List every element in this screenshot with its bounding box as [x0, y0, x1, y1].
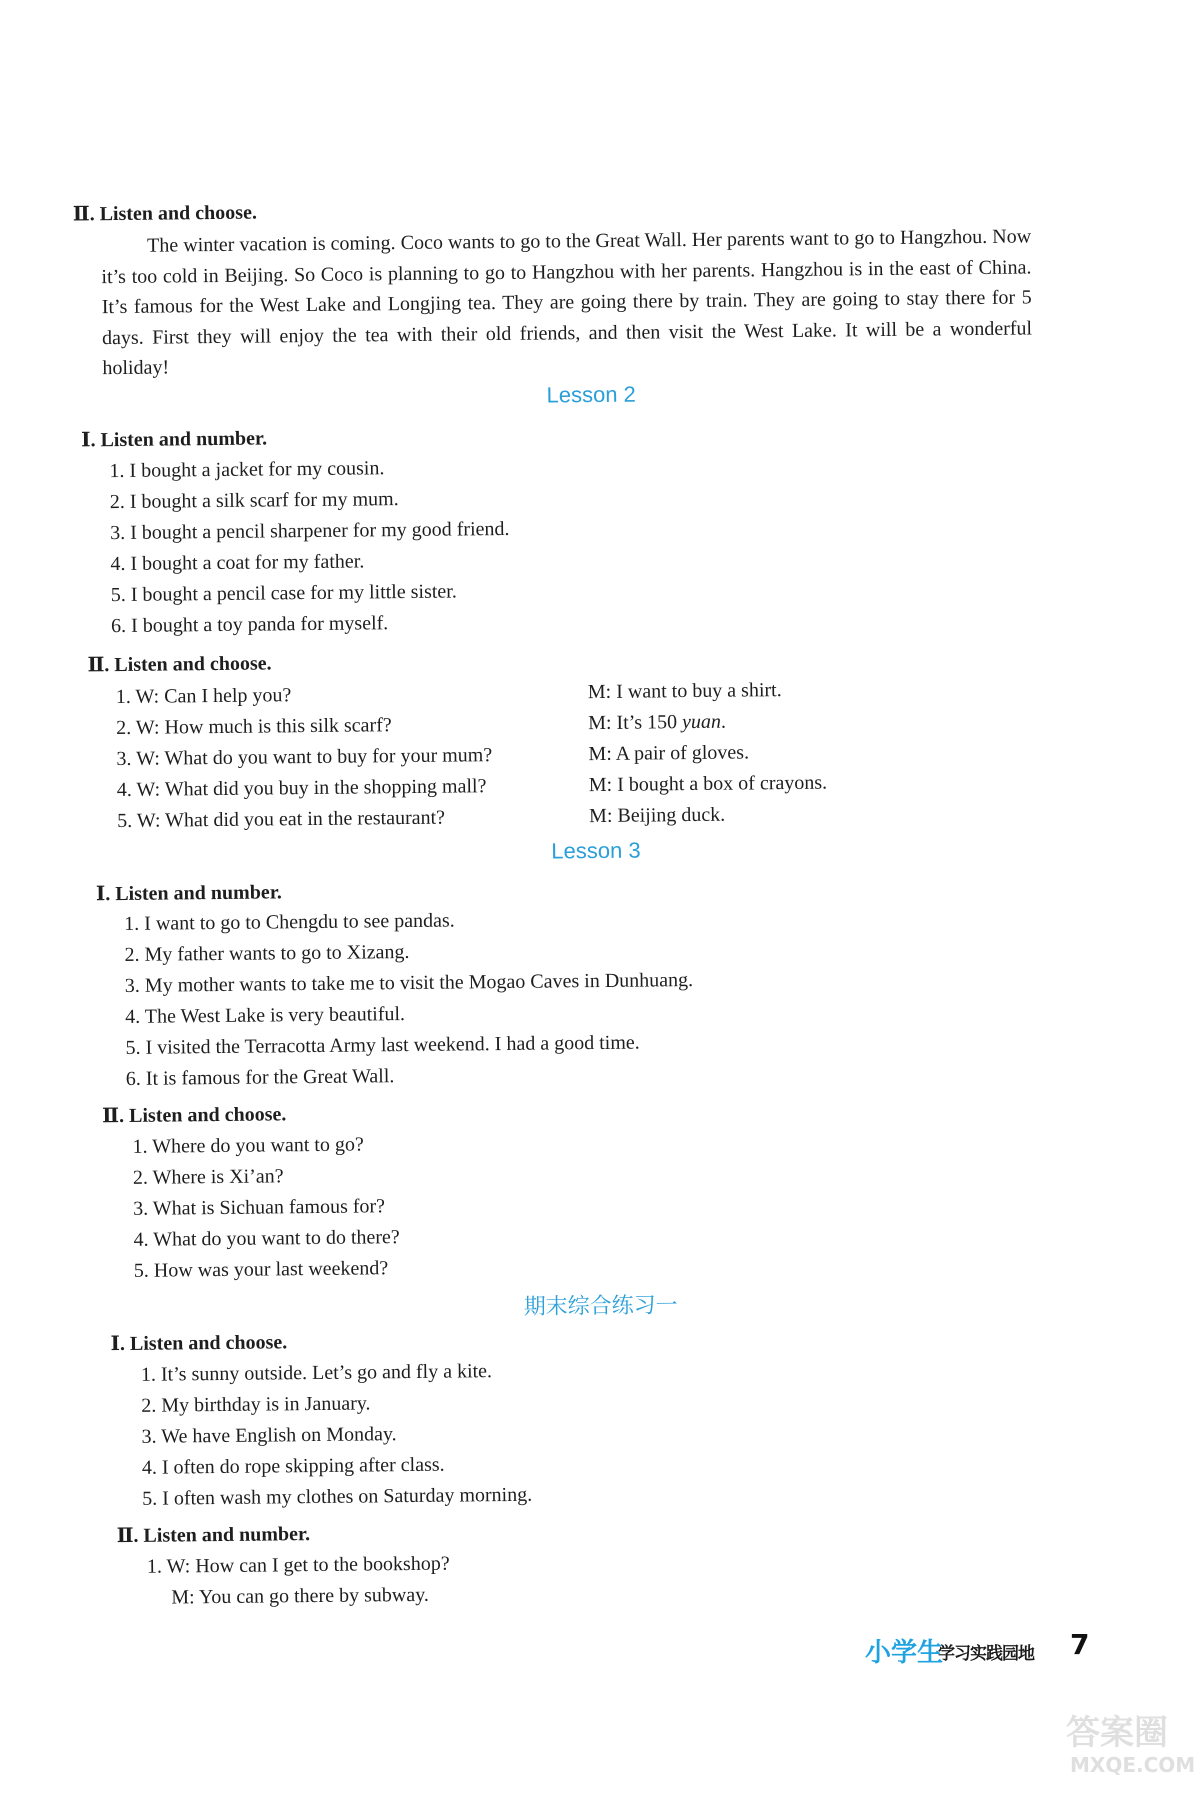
dialogue-m: M: A pair of gloves.: [588, 741, 750, 766]
list-item: 4. I bought a coat for my father.: [110, 550, 365, 576]
dialogue-m: [588, 711, 726, 735]
list-item: 1. I want to go to Chengdu to see pandas.: [124, 909, 455, 935]
list-item: 6. It is famous for the Great Wall.: [125, 1065, 395, 1090]
svg-text:答案圈: 答案圈: [1066, 1713, 1168, 1753]
page-number: 7: [1070, 1628, 1090, 1661]
section-heading: Ⅰ. Listen and number.: [95, 881, 282, 906]
list-item: 2. My father wants to go to Xizang.: [124, 940, 410, 966]
list-item: 5. I bought a pencil case for my little sister.: [110, 580, 457, 607]
list-item: 1. Where do you want to go?: [132, 1133, 364, 1158]
dialogue-m: M: You can go there by subway.: [171, 1583, 429, 1609]
list-item: 5. How was your last weekend?: [133, 1257, 389, 1282]
lesson-2-title: Lesson 2: [546, 381, 636, 408]
dialogue-m-text: M: It’s 150: [588, 711, 678, 735]
passage-text: The winter vacation is coming. Coco wants to go to the Great Wall. Her parents want to go to Hangzhou. Now it’s too cold in Beijing. So Coco is planning to go to Hangzhou with her parents. Hangzhou is in the east of China. It’s famous for the West Lake and Longjing tea. They are going there by train. They are going to stay there for 5 days. First they will enjoy the tea with their old friends, and then visit the West Lake. It will be a wonderful holiday!: [101, 225, 1033, 380]
list-item: 1. It’s sunny outside. Let’s go and fly a kite.: [140, 1360, 493, 1386]
footer-brand: 小学生: [865, 1638, 944, 1668]
dialogue-m-tail: .: [720, 710, 727, 733]
watermark-logo: [1062, 1700, 1196, 1780]
dialogue-w: 3. W: What do you want to buy for your mum?: [116, 744, 493, 771]
list-item: 3. What is Sichuan famous for?: [133, 1195, 386, 1220]
dialogue-w: 4. W: What did you buy in the shopping mall?: [116, 775, 487, 802]
dialogue-m: M: Beijing duck.: [589, 803, 726, 828]
dialogue-m: M: I bought a box of crayons.: [588, 771, 828, 797]
final-practice-title: 期末综合练习一: [523, 1293, 678, 1320]
list-item: 2. My birthday is in January.: [141, 1392, 371, 1417]
list-item: 3. I bought a pencil sharpener for my good friend.: [110, 517, 510, 545]
dialogue-w: 1. W: How can I get to the bookshop?: [146, 1552, 450, 1578]
section-heading: Ⅰ. Listen and choose.: [110, 1331, 288, 1356]
section-heading: Ⅱ. Listen and number.: [116, 1523, 311, 1548]
section-heading: Ⅰ. Listen and number.: [81, 427, 268, 452]
list-item: 4. I often do rope skipping after class.: [141, 1453, 445, 1479]
currency-unit: yuan: [681, 710, 722, 734]
svg-text:MXQE.COM: MXQE.COM: [1070, 1753, 1196, 1777]
list-item: 5. I visited the Terracotta Army last weekend. I had a good time.: [125, 1031, 640, 1059]
section-heading: Ⅱ. Listen and choose.: [72, 201, 258, 226]
list-item: 5. I often wash my clothes on Saturday morning.: [142, 1483, 533, 1510]
footer-subtitle: 学习实践园地: [938, 1644, 1034, 1664]
list-item: 1. I bought a jacket for my cousin.: [109, 457, 385, 483]
dialogue-m: M: I want to buy a shirt.: [587, 679, 782, 704]
dialogue-w: 1. W: Can I help you?: [115, 684, 292, 709]
list-item: 2. Where is Xi’an?: [132, 1165, 284, 1189]
section-heading: Ⅱ. Listen and choose.: [102, 1103, 287, 1128]
list-item: 4. The West Lake is very beautiful.: [125, 1003, 406, 1028]
list-item: 2. I bought a silk scarf for my mum.: [109, 488, 399, 514]
section-heading: Ⅱ. Listen and choose.: [87, 652, 272, 677]
lesson-3-title: Lesson 3: [551, 837, 641, 864]
dialogue-w: 5. W: What did you eat in the restaurant?: [117, 806, 446, 833]
dialogue-w: 2. W: How much is this silk scarf?: [116, 714, 392, 740]
list-item: 6. I bought a toy panda for myself.: [110, 612, 389, 638]
list-item: 3. My mother wants to take me to visit the Mogao Caves in Dunhuang.: [124, 969, 694, 997]
list-item: 4. What do you want to do there?: [133, 1226, 400, 1251]
passage: [101, 221, 1033, 383]
list-item: 3. We have English on Monday.: [141, 1423, 397, 1448]
